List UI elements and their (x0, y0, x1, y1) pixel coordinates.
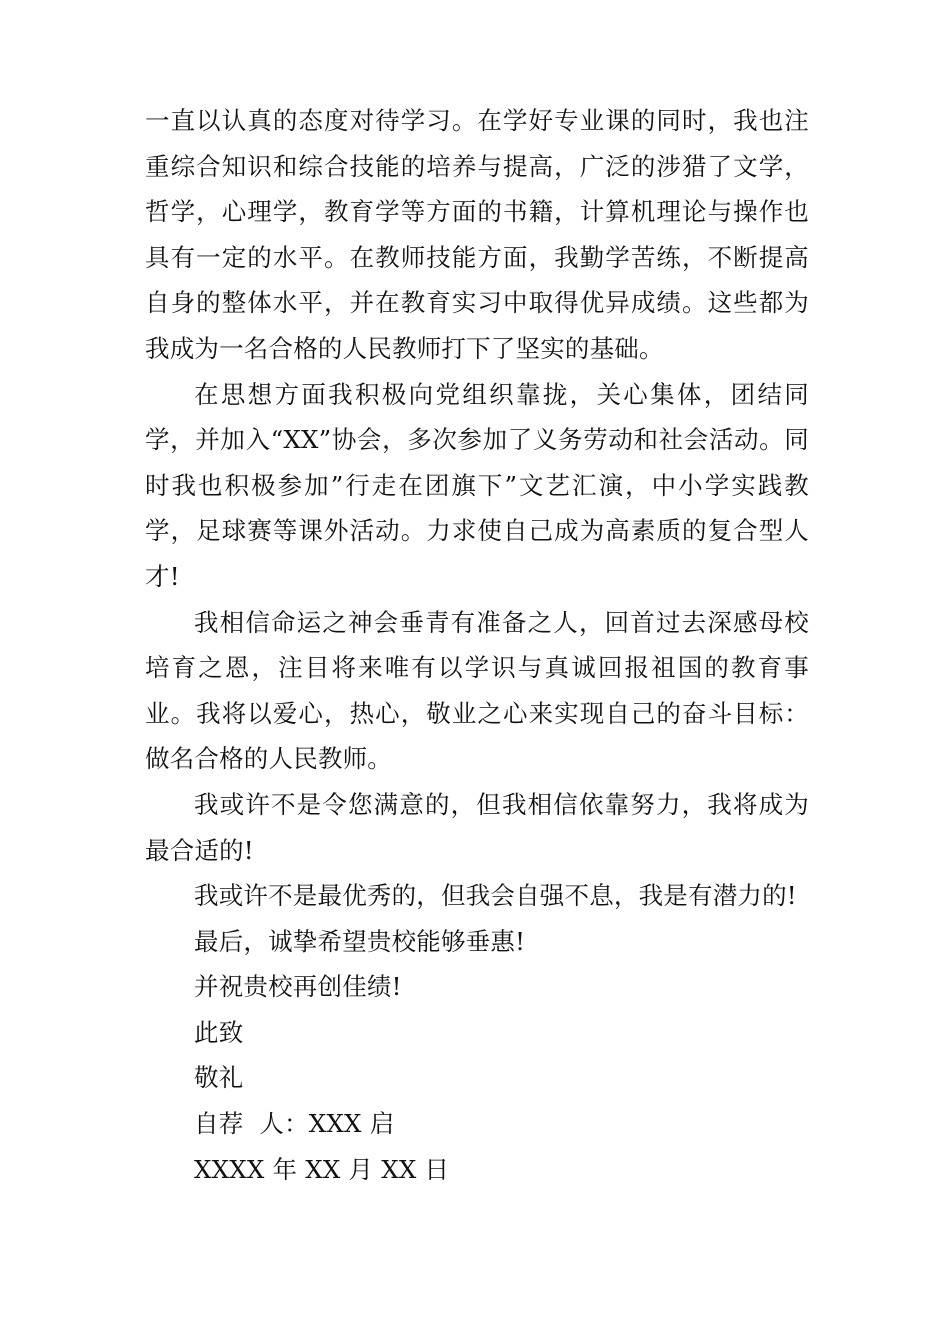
line-signature: 自荐 人：XXX 启 (194, 1109, 395, 1139)
line-date: XXXX 年 XX 月 XX 日 (194, 1154, 450, 1184)
paragraph-aspiration: 我相信命运之神会垂青有准备之人，回首过去深感母校培育之恩，注目将来唯有以学识与真诚回报祖国的教育事业。我将以爱心，热心，敬业之心来实现自己的奋斗目标：做名合格的人民教师。 (145, 607, 809, 774)
line-salutation: 此致 (194, 1017, 244, 1047)
line-regards: 敬礼 (194, 1063, 244, 1093)
line-potential: 我或许不是最优秀的，但我会自强不息，我是有潜力的! (194, 881, 797, 911)
line-wishes: 并祝贵校再创佳绩! (194, 972, 402, 1002)
paragraph-effort: 我或许不是令您满意的，但我相信依靠努力，我将成为最合适的! (145, 789, 809, 865)
paragraph-ideology: 在思想方面我积极向党组织靠拢，关心集体，团结同学，并加入“XX”协会，多次参加了义务劳动和社会活动。同时我也积极参加”行走在团旗下”文艺汇演，中小学实践教学，足球赛等课外活动。力求使自己成为高素质的复合型人才! (145, 379, 809, 591)
letter-body (145, 98, 809, 1192)
line-closing-hope: 最后，诚挚希望贵校能够垂惠! (194, 926, 526, 956)
paragraph-study: 一直以认真的态度对待学习。在学好专业课的同时，我也注重综合知识和综合技能的培养与提高，广泛的涉猎了文学，哲学，心理学，教育学等方面的书籍，计算机理论与操作也具有一定的水平。在教师技能方面，我勤学苦练，不断提高自身的整体水平，并在教育实习中取得优异成绩。这些都为我成为一名合格的人民教师打下了坚实的基础。 (145, 106, 809, 363)
